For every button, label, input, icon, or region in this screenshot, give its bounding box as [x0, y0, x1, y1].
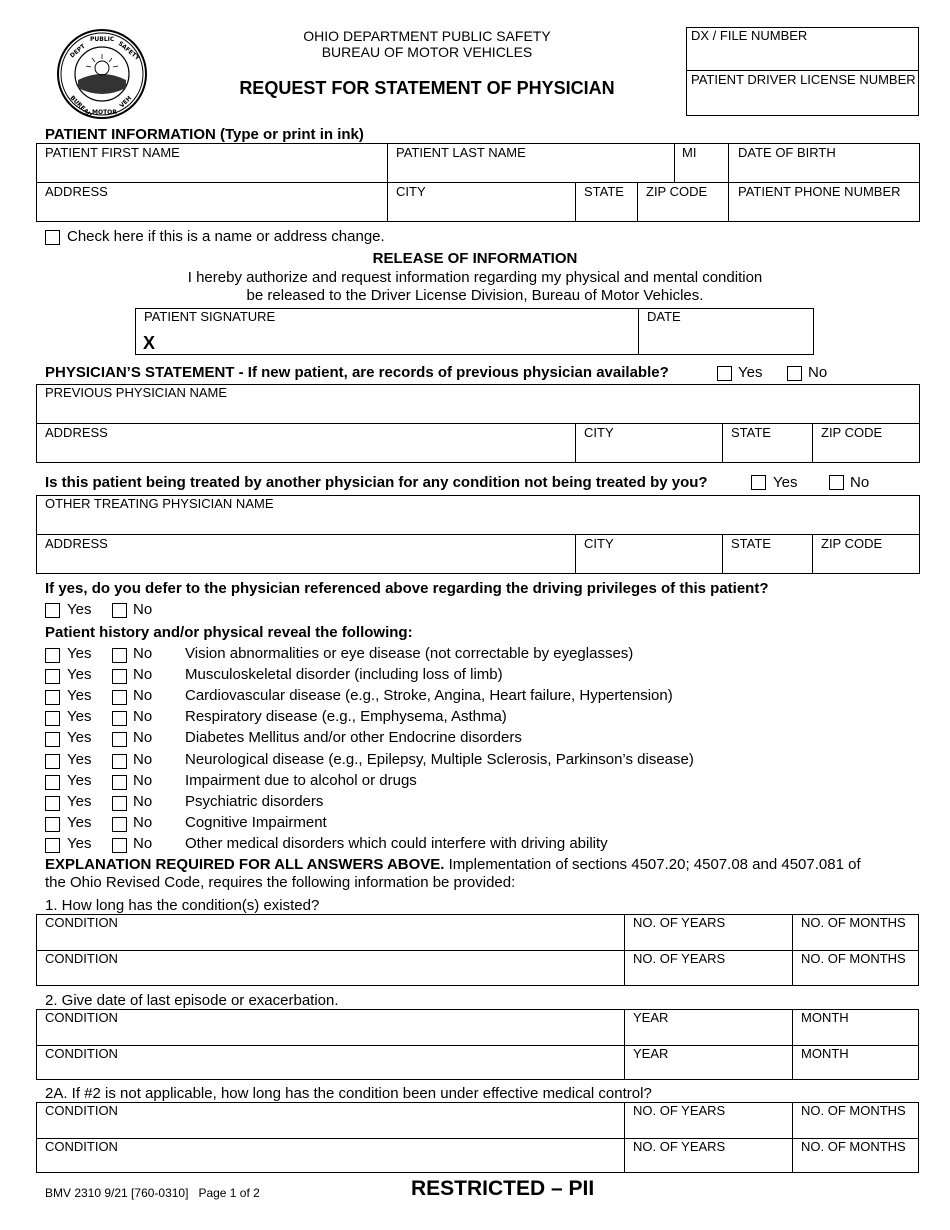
signature-date-label: DATE — [647, 309, 681, 324]
form-id: BMV 2310 9/21 [760-0310] Page 1 of 2 — [45, 1186, 260, 1200]
q2-month-label-1: MONTH — [801, 1010, 849, 1025]
patient-info-heading: PATIENT INFORMATION (Type or print in ink) — [45, 126, 364, 143]
release-text-line2: be released to the Driver License Division, Bureau of Motor Vehicles. — [246, 287, 704, 304]
history-no-checkbox[interactable] — [112, 648, 127, 663]
prev-records-no-checkbox[interactable] — [787, 366, 802, 381]
other-physician-no-label: No — [850, 474, 870, 491]
state-field[interactable] — [577, 199, 635, 220]
form-title: REQUEST FOR STATEMENT OF PHYSICIAN — [239, 78, 615, 98]
history-condition-text: Diabetes Mellitus and/or other Endocrine disorders — [185, 729, 522, 746]
explanation-rest: Implementation of sections 4507.20; 4507.08 and 4507.081 of — [444, 856, 861, 873]
patient-signature-field[interactable] — [160, 326, 636, 353]
q1-years-field-1[interactable] — [626, 930, 790, 948]
dx-file-number-field[interactable] — [688, 44, 917, 68]
history-yes-label: Yes — [67, 835, 92, 852]
dob-field[interactable] — [730, 160, 918, 180]
svg-text:BUREAU: BUREAU — [68, 94, 93, 119]
history-yes-label: Yes — [67, 687, 92, 704]
history-condition-text: Musculoskeletal disorder (including loss of limb) — [185, 666, 503, 683]
prev-records-yes-label: Yes — [738, 364, 763, 381]
defer-no-checkbox[interactable] — [112, 603, 127, 618]
patient-dl-number-field[interactable] — [688, 88, 917, 114]
signature-x-mark: X — [143, 333, 156, 353]
other-physician-address-label: ADDRESS — [45, 536, 108, 551]
q1-months-label-2: NO. OF MONTHS — [801, 951, 906, 966]
history-yes-label: Yes — [67, 729, 92, 746]
other-physician-name-label: OTHER TREATING PHYSICIAN NAME — [45, 496, 274, 511]
q1-years-label-1: NO. OF YEARS — [633, 915, 726, 930]
history-yes-checkbox[interactable] — [45, 754, 60, 769]
history-row — [0, 772, 950, 792]
prev-physician-zip-field[interactable] — [814, 440, 918, 461]
prev-physician-state-label: STATE — [731, 425, 771, 440]
svg-text:DEPT: DEPT — [68, 42, 87, 60]
other-physician-city-label: CITY — [584, 536, 614, 551]
svg-text:VEH: VEH — [118, 94, 134, 110]
history-no-label: No — [133, 793, 153, 810]
agency-name: OHIO DEPARTMENT PUBLIC SAFETY — [303, 28, 551, 44]
q2-year-field-2[interactable] — [626, 1061, 790, 1078]
q2-year-label-1: YEAR — [633, 1010, 669, 1025]
history-no-label: No — [133, 666, 153, 683]
zip-field[interactable] — [639, 199, 726, 220]
phone-label: PATIENT PHONE NUMBER — [738, 184, 901, 199]
other-physician-zip-field[interactable] — [814, 551, 918, 572]
prev-physician-address-field[interactable] — [38, 440, 573, 461]
history-condition-text: Neurological disease (e.g., Epilepsy, Multiple Sclerosis, Parkinson’s disease) — [185, 751, 694, 768]
history-yes-label: Yes — [67, 645, 92, 662]
history-yes-checkbox[interactable] — [45, 796, 60, 811]
history-row — [0, 666, 950, 686]
q2a-months-field-2[interactable] — [794, 1154, 917, 1171]
history-no-label: No — [133, 645, 153, 662]
release-text-line1: I hereby authorize and request information regarding my physical and mental condition — [187, 269, 763, 286]
other-physician-city-field[interactable] — [577, 551, 720, 572]
q1-condition-field-1[interactable] — [38, 930, 622, 948]
q2a-years-field-1[interactable] — [626, 1118, 790, 1136]
history-no-checkbox[interactable] — [112, 690, 127, 705]
q2a-months-label-2: NO. OF MONTHS — [801, 1139, 906, 1154]
q2-condition-label-2: CONDITION — [45, 1046, 118, 1061]
history-no-label: No — [133, 751, 153, 768]
q2-month-field-2[interactable] — [794, 1061, 917, 1078]
q2a-condition-label-1: CONDITION — [45, 1103, 118, 1118]
q2-condition-field-2[interactable] — [38, 1061, 622, 1078]
ohio-bmv-seal — [56, 28, 148, 120]
question-2: 2. Give date of last episode or exacerbation. — [45, 992, 339, 1009]
other-physician-name-field[interactable] — [38, 511, 918, 532]
history-condition-text: Other medical disorders which could interfere with driving ability — [185, 835, 608, 852]
history-condition-text: Cardiovascular disease (e.g., Stroke, Angina, Heart failure, Hypertension) — [185, 687, 673, 704]
history-yes-checkbox[interactable] — [45, 775, 60, 790]
history-no-checkbox[interactable] — [112, 732, 127, 747]
history-no-label: No — [133, 772, 153, 789]
q2-condition-label-1: CONDITION — [45, 1010, 118, 1025]
prev-physician-name-field[interactable] — [38, 400, 918, 421]
other-physician-question: Is this patient being treated by another physician for any condition not being treated by you? — [45, 474, 708, 491]
defer-question: If yes, do you defer to the physician referenced above regarding the driving privileges of this patient? — [45, 580, 769, 597]
q1-months-field-1[interactable] — [794, 930, 917, 948]
history-no-checkbox[interactable] — [112, 775, 127, 790]
history-no-checkbox[interactable] — [112, 838, 127, 853]
other-physician-yes-label: Yes — [773, 474, 798, 491]
history-yes-checkbox[interactable] — [45, 690, 60, 705]
name-address-change-checkbox[interactable] — [45, 230, 60, 245]
history-row — [0, 835, 950, 855]
q1-condition-label-2: CONDITION — [45, 951, 118, 966]
history-yes-label: Yes — [67, 814, 92, 831]
city-label: CITY — [396, 184, 426, 199]
history-condition-text: Cognitive Impairment — [185, 814, 327, 831]
history-no-checkbox[interactable] — [112, 796, 127, 811]
history-no-label: No — [133, 729, 153, 746]
q1-months-label-1: NO. OF MONTHS — [801, 915, 906, 930]
state-label: STATE — [584, 184, 624, 199]
prev-physician-zip-label: ZIP CODE — [821, 425, 883, 440]
last-name-field[interactable] — [389, 160, 672, 180]
history-yes-label: Yes — [67, 666, 92, 683]
history-row — [0, 751, 950, 771]
q2-year-field-1[interactable] — [626, 1025, 790, 1043]
defer-no-label: No — [133, 601, 153, 618]
q2-month-field-1[interactable] — [794, 1025, 917, 1043]
q1-condition-label-1: CONDITION — [45, 915, 118, 930]
history-no-checkbox[interactable] — [112, 817, 127, 832]
defer-yes-checkbox[interactable] — [45, 603, 60, 618]
history-no-checkbox[interactable] — [112, 754, 127, 769]
physician-statement-question: PHYSICIAN’S STATEMENT - If new patient, are records of previous physician available? — [45, 364, 669, 381]
question-2a: 2A. If #2 is not applicable, how long has the condition been under effective medical control? — [45, 1085, 652, 1102]
bureau-name: BUREAU OF MOTOR VEHICLES — [321, 44, 533, 60]
q2a-months-label-1: NO. OF MONTHS — [801, 1103, 906, 1118]
last-name-label: PATIENT LAST NAME — [396, 145, 526, 160]
svg-text:MOTOR: MOTOR — [92, 109, 117, 116]
svg-text:SAFETY: SAFETY — [116, 40, 141, 62]
explanation-bold: EXPLANATION REQUIRED FOR ALL ANSWERS ABOVE. — [45, 856, 445, 873]
question-1: 1. How long has the condition(s) existed? — [45, 897, 320, 914]
history-condition-text: Impairment due to alcohol or drugs — [185, 772, 417, 789]
defer-yes-label: Yes — [67, 601, 92, 618]
history-yes-checkbox[interactable] — [45, 669, 60, 684]
phone-field[interactable] — [730, 199, 918, 220]
prev-records-no-label: No — [808, 364, 828, 381]
other-physician-yes-checkbox[interactable] — [751, 475, 766, 490]
city-field[interactable] — [389, 199, 573, 220]
q2a-years-field-2[interactable] — [626, 1154, 790, 1171]
prev-physician-state-field[interactable] — [724, 440, 810, 461]
other-physician-state-field[interactable] — [724, 551, 810, 572]
other-physician-state-label: STATE — [731, 536, 771, 551]
prev-records-yes-checkbox[interactable] — [717, 366, 732, 381]
prev-physician-city-field[interactable] — [577, 440, 720, 461]
release-heading: RELEASE OF INFORMATION — [372, 250, 578, 267]
history-yes-checkbox[interactable] — [45, 711, 60, 726]
history-row — [0, 687, 950, 707]
address-field[interactable] — [38, 199, 385, 220]
q2-year-label-2: YEAR — [633, 1046, 669, 1061]
restricted-pii-label: RESTRICTED – PII — [411, 1177, 595, 1200]
mi-label: MI — [682, 145, 697, 160]
history-row — [0, 708, 950, 728]
history-yes-label: Yes — [67, 708, 92, 725]
mi-field[interactable] — [676, 160, 726, 180]
other-physician-address-field[interactable] — [38, 551, 573, 572]
signature-date-field[interactable] — [640, 326, 812, 353]
address-label: ADDRESS — [45, 184, 108, 199]
history-no-label: No — [133, 687, 153, 704]
history-condition-text: Psychiatric disorders — [185, 793, 324, 810]
history-no-label: No — [133, 835, 153, 852]
q2a-condition-label-2: CONDITION — [45, 1139, 118, 1154]
signature-label: PATIENT SIGNATURE — [144, 309, 276, 324]
patient-dl-number-label: PATIENT DRIVER LICENSE NUMBER — [691, 72, 916, 87]
history-heading: Patient history and/or physical reveal the following: — [45, 624, 413, 641]
q2-condition-field-1[interactable] — [38, 1025, 622, 1043]
first-name-label: PATIENT FIRST NAME — [45, 145, 180, 160]
history-no-label: No — [133, 814, 153, 831]
name-address-change-label: Check here if this is a name or address change. — [67, 228, 385, 245]
history-row — [0, 814, 950, 834]
history-yes-label: Yes — [67, 751, 92, 768]
svg-text:PUBLIC: PUBLIC — [90, 36, 115, 43]
q2-month-label-2: MONTH — [801, 1046, 849, 1061]
history-no-checkbox[interactable] — [112, 669, 127, 684]
prev-physician-name-label: PREVIOUS PHYSICIAN NAME — [45, 385, 228, 400]
prev-physician-city-label: CITY — [584, 425, 614, 440]
q2a-condition-field-1[interactable] — [38, 1118, 622, 1136]
q1-years-field-2[interactable] — [626, 966, 790, 984]
history-no-checkbox[interactable] — [112, 711, 127, 726]
q2a-years-label-1: NO. OF YEARS — [633, 1103, 726, 1118]
history-yes-checkbox[interactable] — [45, 817, 60, 832]
history-yes-checkbox[interactable] — [45, 648, 60, 663]
dob-label: DATE OF BIRTH — [738, 145, 836, 160]
history-row — [0, 645, 950, 665]
history-yes-checkbox[interactable] — [45, 838, 60, 853]
q2a-condition-field-2[interactable] — [38, 1154, 622, 1171]
history-yes-checkbox[interactable] — [45, 732, 60, 747]
q1-years-label-2: NO. OF YEARS — [633, 951, 726, 966]
history-row — [0, 793, 950, 813]
history-row — [0, 729, 950, 749]
explanation-line1 — [45, 856, 861, 873]
history-yes-label: Yes — [67, 772, 92, 789]
q2a-years-label-2: NO. OF YEARS — [633, 1139, 726, 1154]
zip-label: ZIP CODE — [646, 184, 708, 199]
dx-file-number-label: DX / FILE NUMBER — [691, 28, 808, 43]
first-name-field[interactable] — [38, 160, 385, 180]
history-no-label: No — [133, 708, 153, 725]
q1-condition-field-2[interactable] — [38, 966, 622, 984]
history-condition-text: Vision abnormalities or eye disease (not correctable by eyeglasses) — [185, 645, 634, 662]
other-physician-no-checkbox[interactable] — [829, 475, 844, 490]
q1-months-field-2[interactable] — [794, 966, 917, 984]
other-physician-zip-label: ZIP CODE — [821, 536, 883, 551]
history-condition-text: Respiratory disease (e.g., Emphysema, Asthma) — [185, 708, 507, 725]
prev-physician-address-label: ADDRESS — [45, 425, 108, 440]
explanation-line2: the Ohio Revised Code, requires the following information be provided: — [45, 874, 516, 891]
history-yes-label: Yes — [67, 793, 92, 810]
q2a-months-field-1[interactable] — [794, 1118, 917, 1136]
